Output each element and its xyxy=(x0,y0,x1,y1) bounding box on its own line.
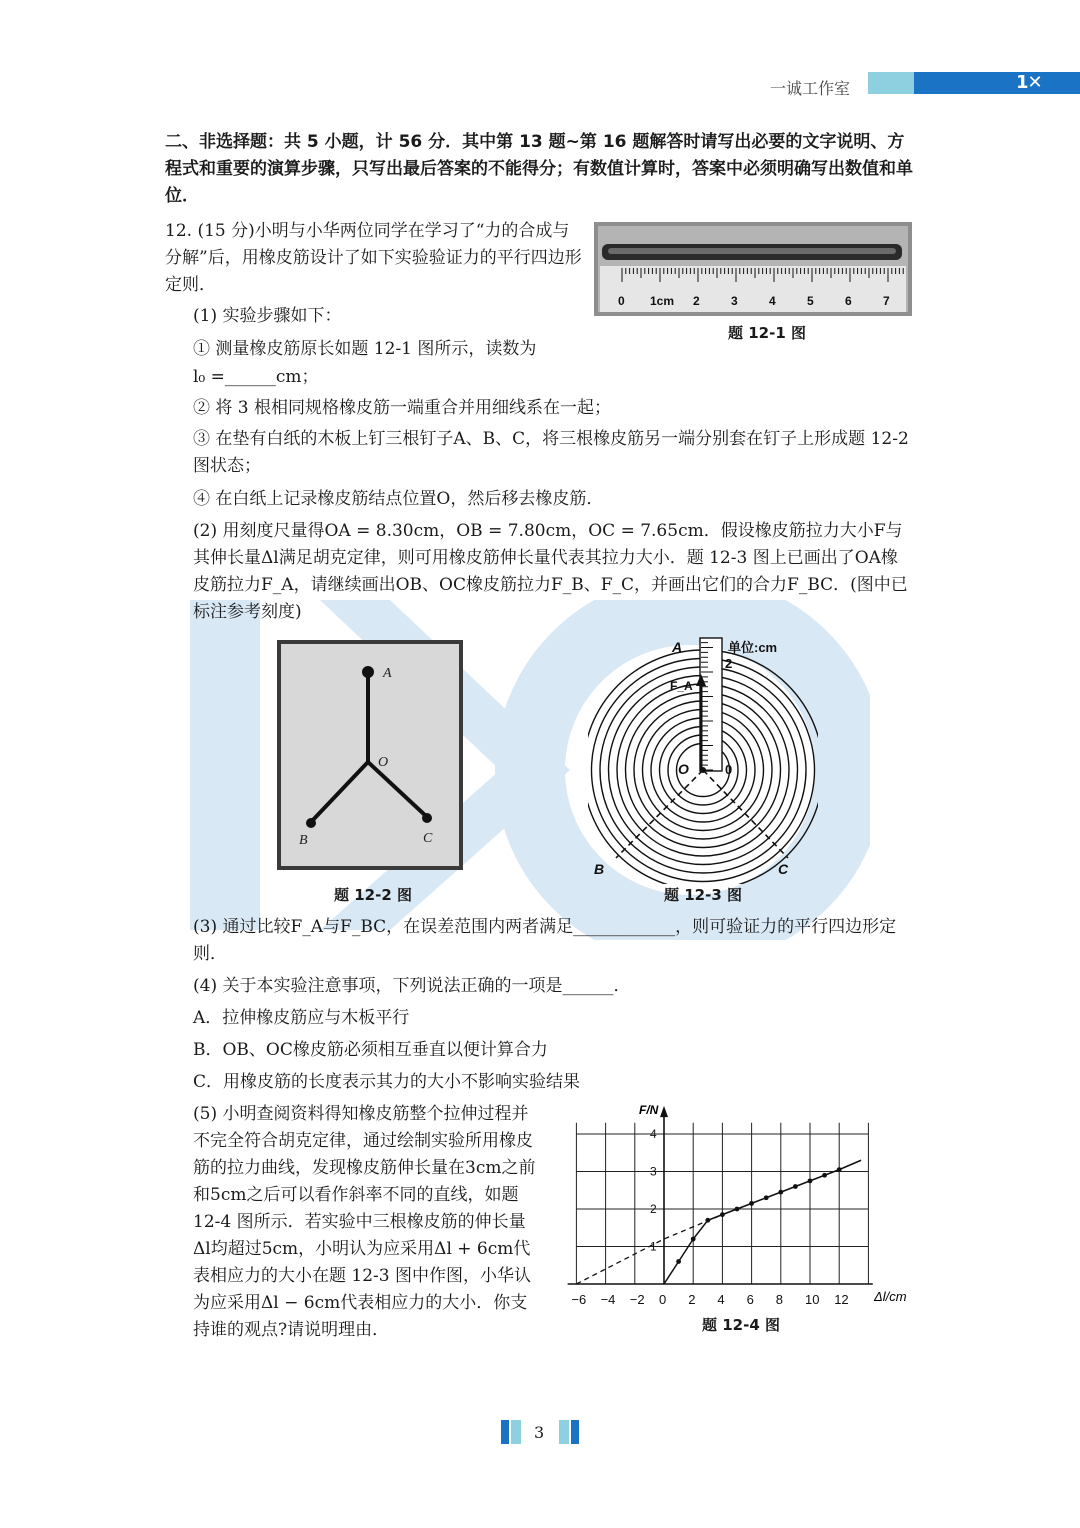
footer-bar-right-2 xyxy=(571,1420,579,1444)
part-4-text: (4) 关于本实验注意事项，下列说法正确的一项是______． xyxy=(193,976,631,996)
option-a: A．拉伸橡皮筋应与木板平行 xyxy=(193,1008,410,1028)
chart-point xyxy=(837,1167,842,1172)
option-c: C．用橡皮筋的长度表示其力的大小不影响实验结果 xyxy=(193,1072,581,1092)
fig3-label-B: B xyxy=(594,861,605,877)
chart-xlabel: Δl/cm xyxy=(874,1289,907,1304)
chart-point xyxy=(764,1195,769,1200)
step-4-text: ④ 在白纸上记录橡皮筋结点位置O，然后移去橡皮筋． xyxy=(193,489,604,509)
chart-point xyxy=(735,1207,740,1212)
part-5-text: (5) 小明查阅资料得知橡皮筋整个拉伸过程并不完全符合胡克定律，通过绘制实验所用橡皮筋的拉力曲线，发现橡皮筋伸长量在3cm之前和5cm之后可以看作斜率不同的直线，如题 12-4 图所示．若实验中三根橡皮筋的伸长量Δl均超过5cm，小明认为应采用Δl + 6cm代表相应力的大小在题 12-3 图中作图，小华认为应采用Δl − 6cm代表相应力的大小．你支持谁的观点?请说明理由． xyxy=(193,1104,536,1340)
ruler-label-0: 0 xyxy=(618,294,625,308)
chart-xtick-label: −4 xyxy=(600,1292,616,1307)
chart-point xyxy=(720,1212,725,1217)
chart-ytick-label: 4 xyxy=(650,1127,657,1141)
fig3-label-A: A xyxy=(672,639,683,655)
section-intro: 二、非选择题：共 5 小题，计 56 分．其中第 13 题~第 16 题解答时请写出必要的文字说明、方程式和重要的演算步骤，只写出最后答案的不能得分；有数值计算时，答案中必须明确写出数值和单位． xyxy=(165,132,913,206)
footer-bar-left-1 xyxy=(501,1420,509,1444)
footer-bar-right-1 xyxy=(559,1420,569,1444)
chart-xtick-label: 2 xyxy=(688,1292,696,1307)
chart-xtick-label: −2 xyxy=(629,1292,645,1307)
chart-y-arrow xyxy=(660,1106,668,1117)
ruler-label-7: 7 xyxy=(883,294,890,308)
fig2-label-O: O xyxy=(378,755,389,770)
page-number: 3 xyxy=(534,1423,545,1442)
chart-point xyxy=(822,1173,827,1178)
chart-point xyxy=(808,1178,813,1183)
fig3-label-FA: F_A xyxy=(670,679,693,693)
ruler-label-3: 3 xyxy=(731,294,738,308)
figure-12-1-ruler xyxy=(594,222,912,316)
chart-ytick-label: 2 xyxy=(650,1202,657,1216)
chart-point xyxy=(691,1237,696,1242)
figure-12-4-caption: 题 12-4 图 xyxy=(702,1316,780,1334)
ruler-label-4: 4 xyxy=(769,294,776,308)
header-studio-name: 一诚工作室 xyxy=(770,79,851,98)
ruler-label-5: 5 xyxy=(807,294,814,308)
figure-12-2-caption: 题 12-2 图 xyxy=(334,886,412,904)
step-2-text: ② 将 3 根相同规格橡皮筋一端重合并用细线系在一起； xyxy=(193,398,612,418)
header-accent-bar xyxy=(868,72,914,94)
chart-point xyxy=(749,1201,754,1206)
step-1-blank: l₀ =______cm； xyxy=(193,367,319,387)
part-2-text: (2) 用刻度尺量得OA = 8.30cm，OB = 7.80cm，OC = 7.65cm．假设橡皮筋拉力大小F与其伸长量Δl满足胡克定律，则可用橡皮筋伸长量代表其拉力大小．题 12-3 图上已画出了OA橡皮筋拉力F_A，请继续画出OB、OC橡皮筋拉力F_B、F_C，并画出它们的合力F_BC．(图中已标注参考刻度) xyxy=(193,521,908,622)
chart-xtick-label: 10 xyxy=(805,1292,820,1307)
ruler-label-1: 1cm xyxy=(650,294,675,308)
chart-point xyxy=(676,1259,681,1264)
chart-xtick-label: 4 xyxy=(717,1292,725,1307)
step-1-text: ① 测量橡皮筋原长如题 12-1 图所示，读数为 xyxy=(193,339,537,359)
fig3-scale-2: 2 xyxy=(725,656,733,671)
part-3-text: (3) 通过比较F_A与F_BC，在误差范围内两者满足____________，则可验证力的平行四边形定则． xyxy=(193,917,897,964)
fig2-label-C: C xyxy=(423,831,433,846)
figure-12-3-caption: 题 12-3 图 xyxy=(664,886,742,904)
ruler-label-2: 2 xyxy=(693,294,700,308)
part-1-title: (1) 实验步骤如下： xyxy=(193,306,342,326)
fig3-label-O: O xyxy=(678,761,689,777)
chart-ytick-label: 3 xyxy=(650,1164,657,1179)
figure-12-3-diagram xyxy=(588,634,818,884)
fig3-unit: 单位:cm xyxy=(728,640,778,655)
brand-logo: 1✕ xyxy=(1016,72,1042,93)
chart-ylabel: F/N xyxy=(639,1103,659,1117)
option-b: B．OB、OC橡皮筋必须相互垂直以便计算合力 xyxy=(193,1040,548,1060)
chart-xtick-label: 12 xyxy=(834,1292,849,1307)
step-3-text: ③ 在垫有白纸的木板上钉三根钉子A、B、C，将三根橡皮筋另一端分别套在钉子上形成题 12-2 图状态； xyxy=(193,429,909,476)
footer-bar-left-2 xyxy=(511,1420,521,1444)
fig2-label-B: B xyxy=(299,833,308,848)
header-brand-bar xyxy=(914,72,1080,94)
question-12-stem: 12. (15 分)小明与小华两位同学在学习了“力的合成与分解”后，用橡皮筋设计了如下实验验证力的平行四边形定则． xyxy=(165,221,582,295)
chart-xtick-label: −6 xyxy=(571,1292,587,1307)
chart-point xyxy=(778,1190,783,1195)
fig2-label-A: A xyxy=(383,666,392,681)
figure-12-2-photo xyxy=(277,640,463,870)
chart-point xyxy=(793,1184,798,1189)
ruler-label-6: 6 xyxy=(845,294,852,308)
chart-ytick-label: 1 xyxy=(650,1239,657,1254)
fig3-label-C: C xyxy=(778,861,789,877)
figure-12-4-chart xyxy=(560,1098,918,1312)
chart-xtick-label: 6 xyxy=(746,1292,754,1307)
fig3-scale-0: 0 xyxy=(725,762,733,777)
chart-xtick-label: 0 xyxy=(659,1292,667,1307)
chart-xtick-label: 8 xyxy=(775,1292,784,1307)
figure-12-1-caption: 题 12-1 图 xyxy=(728,324,806,342)
